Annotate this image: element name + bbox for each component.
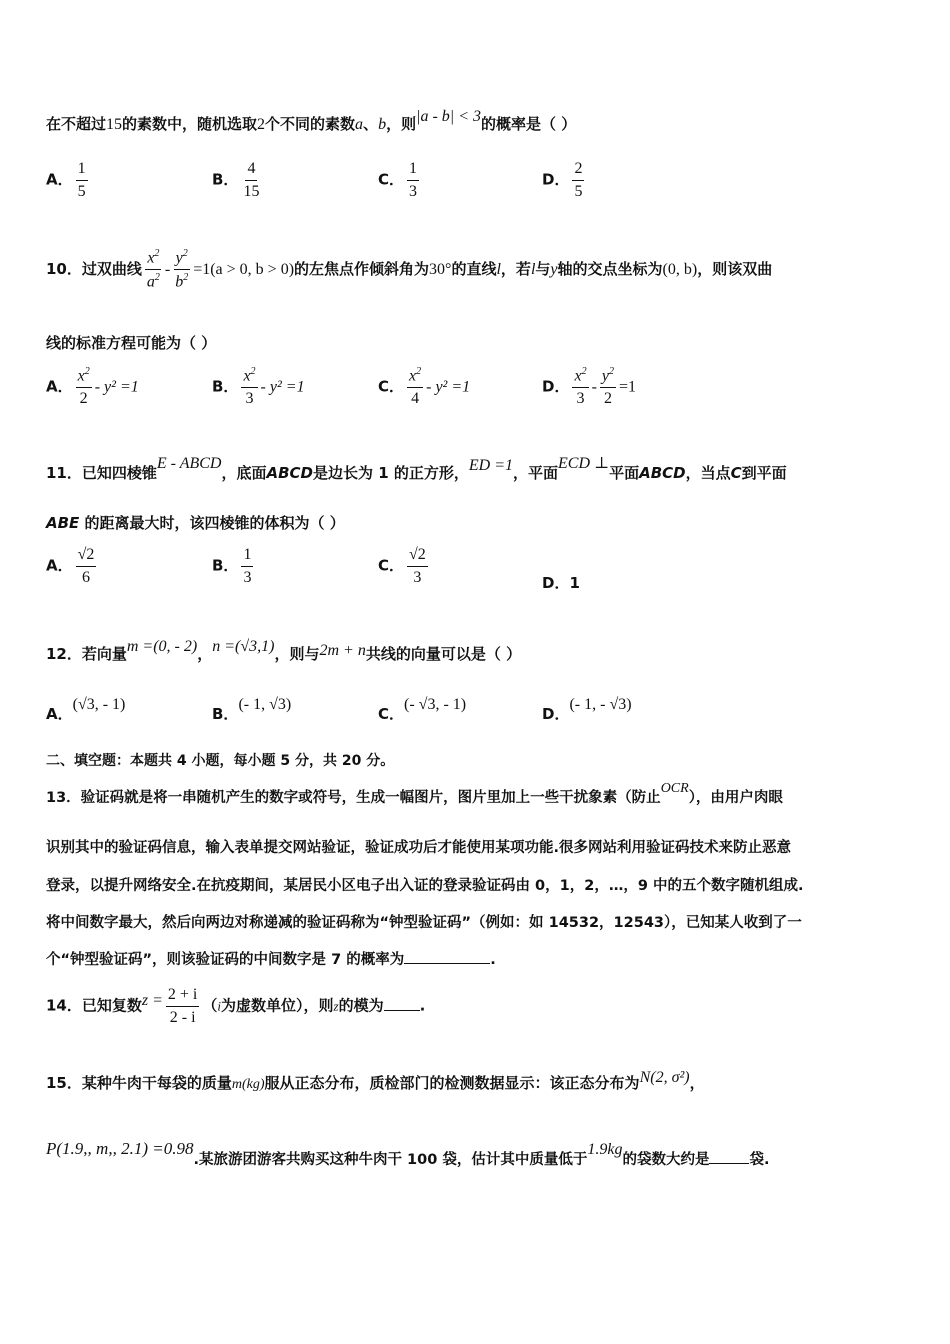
option-label: A． (46, 377, 73, 396)
option-label: A． (46, 170, 73, 189)
denominator: 3 (576, 389, 585, 407)
q15-var: m(kg) (231, 1077, 265, 1092)
q10-stem-line2 (46, 332, 216, 353)
q13-text: 13．验证码就是将一串随机产生的数字或符号，生成一幅图片，图片里加上一些干扰象素（防止 (46, 790, 661, 806)
q13-line5[interactable] (46, 948, 496, 969)
q12-option-c[interactable] (378, 693, 467, 723)
q10-stem: 10．过双曲线 $\frac{x^2}{a^2}$ - $\frac{y^2}{b^2}$ =1(a > 0, b > 0)的左焦点作倾斜角为30°的直线l，若l与y轴的交点坐标为(0, b)，则该双曲 (46, 248, 773, 291)
option-expr: - y² =1 (260, 378, 305, 396)
q10-x-frac: $\frac{x^2}{a^2}$ (146, 248, 160, 291)
q15-text: 的袋数大约是 (622, 1152, 710, 1168)
q9-option-b[interactable] (212, 160, 264, 200)
q14-var: z = (141, 991, 163, 1009)
q9-text: ，则 (386, 115, 417, 133)
q9-option-d[interactable] (542, 160, 587, 200)
q9-var: a (355, 116, 364, 133)
q10-equation: =1(a > 0, b > 0) (193, 260, 295, 278)
option-fraction (407, 160, 419, 200)
q11-option-c[interactable] (378, 546, 431, 586)
q15-probability: P(1.9,, m,, 2.1) =0.98 (46, 1139, 194, 1158)
q9-condition: |a - b| < 3 (416, 108, 481, 125)
denominator: 15 (243, 182, 260, 200)
q13-text: . (490, 952, 496, 968)
q10-option-d[interactable]: D． $\frac{x^2}{3}$ - $\frac{y^2}{2}$ =1 (542, 366, 637, 407)
denominator: 2 (79, 389, 88, 407)
answer-blank[interactable] (709, 1149, 749, 1164)
q10-var: l (530, 260, 536, 278)
q9-number: 2 (257, 116, 266, 133)
denominator: 2 - i (169, 1008, 196, 1026)
q12-text: 12．若向量 (46, 645, 127, 663)
option-value: (√3, - 1) (72, 696, 126, 713)
q9-option-c[interactable] (378, 160, 422, 200)
option-label: B． (212, 705, 239, 723)
q9-var: b (378, 116, 387, 133)
option-label: B． (212, 377, 239, 396)
q10-angle: 30° (429, 260, 452, 278)
q13-line3: 登录，以提升网络安全.在抗疫期间，某居民小区电子出入证的登录验证码由 0，1，2，…，9 中的五个数字随机组成. (46, 878, 804, 894)
q15-text: 袋. (749, 1152, 770, 1168)
q14-text: （ (202, 996, 218, 1015)
option-expr: - y² =1 (426, 378, 471, 396)
q13-line4: 将中间数字最大，然后向两边对称递减的验证码称为“钟型验证码”（例如：如 14532，12543），已知某人收到了一 (46, 915, 802, 931)
q10-var: l (496, 260, 501, 278)
denominator: 2 (603, 389, 612, 407)
q9-text: 在不超过 (46, 115, 107, 133)
q15-line1 (46, 1069, 705, 1093)
q12-vector-m: m =(0, - 2) (126, 638, 198, 655)
q10-y-frac: $\frac{y^2}{b^2}$ (175, 248, 189, 291)
q10-text: 线的标准方程可能为（ ） (46, 334, 217, 352)
section-heading: 二、填空题：本题共 4 小题，每小题 5 分，共 20 分。 (46, 753, 395, 769)
option-fraction (241, 160, 261, 200)
q10-point: (0, b) (662, 260, 698, 278)
numerator: 4 (245, 160, 257, 181)
denominator: 4 (411, 389, 420, 407)
denominator: 3 (245, 389, 254, 407)
q14-text: 的模为 (338, 996, 384, 1015)
q10-text: 10．过双曲线 (46, 259, 142, 278)
q11-stem (46, 455, 787, 483)
denominator: 5 (77, 182, 86, 200)
option-label: D． (542, 574, 570, 592)
q13-text: ），由用户肉眼 (688, 790, 783, 806)
option-label: A． (46, 556, 73, 575)
q14-text: 为虚数单位），则 (221, 996, 334, 1015)
option-label: B． (212, 170, 239, 189)
answer-blank[interactable] (404, 949, 490, 964)
numerator: 2 (572, 160, 584, 181)
option-fraction (572, 160, 584, 200)
denominator: 6 (82, 568, 90, 586)
q15-text: 15．某种牛肉干每袋的质量 (46, 1074, 232, 1092)
q11-var: ABCD (639, 464, 686, 482)
numerator: 2 + i (166, 986, 199, 1007)
q11-text: 到平面 (741, 464, 787, 482)
q11-text: 的距离最大时，该四棱锥的体积为（ ） (84, 514, 345, 532)
option-label: C． (378, 377, 405, 396)
q14-var: z (333, 998, 339, 1014)
q14-text: . (419, 996, 426, 1015)
q15-distribution: N(2, σ²) (639, 1069, 690, 1086)
option-label: B． (212, 556, 239, 575)
q11-var: ABE (46, 514, 80, 532)
denominator: 5 (574, 182, 583, 200)
denominator: 3 (413, 568, 422, 586)
q14-var: i (217, 998, 222, 1014)
option-label: D． (542, 705, 570, 723)
q13-ocr: OCR (660, 781, 689, 796)
q9-text: 、 (363, 115, 379, 133)
q15-text: ， (689, 1074, 705, 1092)
q10-option-b[interactable]: B． $\frac{x^2}{3}$ - y² =1 (212, 366, 305, 407)
q14-text: 14．已知复数 (46, 996, 142, 1015)
q13-line1 (46, 781, 783, 807)
q15-line2[interactable] (46, 1139, 770, 1169)
q12-option-d[interactable] (542, 693, 632, 723)
numerator: √2 (76, 546, 97, 567)
q10-var: y (550, 260, 558, 278)
option-label: C． (378, 556, 405, 575)
q11-var: C (730, 464, 742, 482)
q15-text: 服从正态分布，质检部门的检测数据显示：该正态分布为 (264, 1074, 640, 1092)
q13-line2: 识别其中的验证码信息，输入表单提交网站验证，验证成功后才能使用某项功能.很多网站利用验证码技术来防止恶意 (46, 840, 792, 856)
q11-option-b[interactable] (212, 546, 256, 586)
q12-vector-n: n =(√3,1) (212, 638, 275, 655)
q11-option-a[interactable] (46, 546, 99, 586)
q11-text: ，平面 (513, 464, 559, 482)
q9-stem (46, 108, 577, 134)
q9-text: 个不同的素数 (265, 115, 356, 133)
q9-text: 的概率是（ ） (481, 115, 577, 133)
q10-text: ，则该双曲 (697, 259, 773, 278)
numerator: 1 (241, 546, 253, 567)
q15-value: 1.9kg (587, 1141, 623, 1158)
q9-option-a[interactable] (46, 160, 91, 200)
numerator: 1 (407, 160, 419, 181)
option-label: C． (378, 170, 405, 189)
q9-text: 的素数中，随机选取 (122, 115, 258, 133)
answer-blank[interactable] (384, 996, 420, 1011)
q12-option-a[interactable] (46, 693, 126, 723)
q10-text: ，若 (500, 259, 531, 278)
q10-option-c[interactable]: C． $\frac{x^2}{4}$ - y² =1 (378, 366, 471, 407)
option-label: D． (542, 170, 570, 189)
option-expr: - y² =1 (94, 378, 139, 396)
q10-text: 的左焦点作倾斜角为 (294, 259, 430, 278)
q10-text: 与 (535, 259, 551, 278)
q11-plane: ECD ⊥ (558, 455, 610, 472)
q10-text: 的直线 (451, 259, 497, 278)
q11-text: 是边长为 1 的正方形， (313, 464, 469, 482)
q10-option-a[interactable]: A． $\frac{x^2}{2}$ - y² =1 (46, 366, 139, 407)
q11-text: 11．已知四棱锥 (46, 464, 157, 482)
q11-text: ，底面 (221, 464, 267, 482)
q12-text: 共线的向量可以是（ ） (365, 645, 522, 663)
q12-text: ，则与 (274, 645, 320, 663)
option-value: 1 (569, 574, 580, 592)
q10-text: 轴的交点坐标为 (557, 259, 663, 278)
q11-var: ABCD (266, 464, 313, 482)
option-label: A． (46, 705, 73, 723)
option-expr: =1 (619, 378, 637, 396)
q11-option-d[interactable] (542, 572, 580, 593)
q11-text: 平面 (609, 464, 640, 482)
q12-expression: 2m + n (319, 642, 366, 659)
option-value: (- 1, - √3) (569, 696, 632, 713)
option-value: (- 1, √3) (238, 696, 292, 713)
q11-stem-line2 (46, 512, 345, 533)
option-fraction (76, 160, 88, 200)
q13-text: 个“钟型验证码”，则该验证码的中间数字是 7 的概率为 (46, 952, 405, 968)
q9-number: 15 (106, 116, 123, 133)
option-value: (- √3, - 1) (404, 696, 467, 713)
q15-text: .某旅游团游客共购买这种牛肉干 100 袋，估计其中质量低于 (193, 1152, 588, 1168)
denominator: 3 (409, 182, 418, 200)
q14-fraction (166, 986, 199, 1026)
option-label: D． (542, 377, 570, 396)
q12-option-b[interactable] (212, 693, 292, 723)
numerator: √2 (407, 546, 428, 567)
q11-text: ，当点 (685, 464, 731, 482)
q11-condition: ED =1 (468, 457, 514, 474)
q12-text: ， (197, 645, 213, 663)
q12-stem (46, 638, 522, 664)
numerator: 1 (76, 160, 88, 181)
denominator: 3 (243, 568, 252, 586)
option-label: C． (378, 705, 405, 723)
q11-solid: E - ABCD (156, 455, 222, 472)
q14-stem[interactable] (46, 986, 425, 1026)
